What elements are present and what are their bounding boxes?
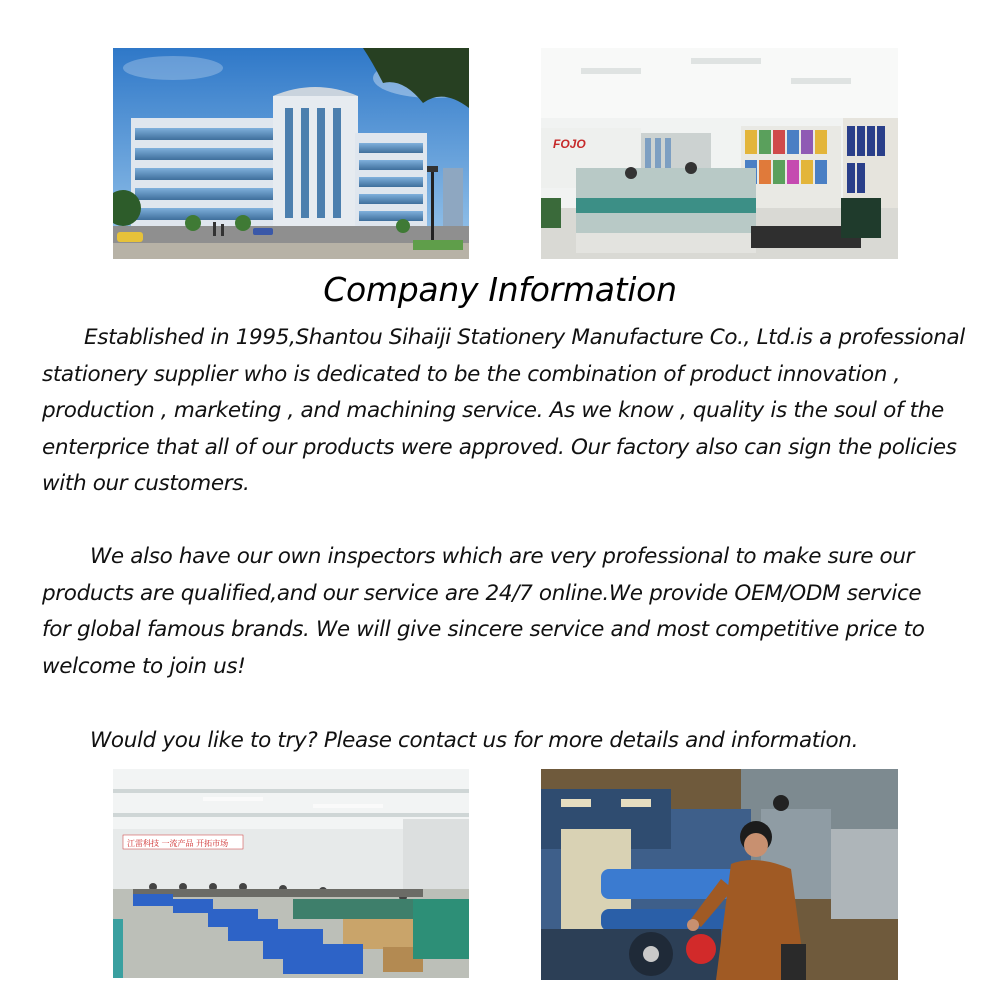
company-building-photo [113,48,469,259]
paragraph-line: Established in 1995,Shantou Sihaiji Stationery Manufacture Co., Ltd.is a professional [84,325,965,350]
paragraph-line: Would you like to try? Please contact us for more details and information. [90,728,859,753]
office-showroom-photo [541,48,898,259]
paragraph-line: enterprice that all of our products were approved. Our factory also can sign the policies [42,434,957,460]
paragraph-line: with our customers. [42,471,250,496]
service-paragraph [42,539,977,685]
paragraph-line: stationery supplier who is dedicated to be the combination of product innovation , [42,361,901,387]
fojo-sign: FOJO [553,137,586,151]
paragraph-line: for global famous brands. We will give sincere service and most competitive price to [42,617,925,642]
paragraph-line: welcome to join us! [42,653,246,679]
workshop-banner: 江雷科技 一流产品 开拓市场 [127,839,229,848]
workshop-photo [113,769,469,978]
contact-paragraph [42,723,977,760]
paragraph-line: products are qualified,and our service are 24/7 online.We provide OEM/ODM service [42,580,922,606]
paragraph-line: We also have our own inspectors which are very professional to make sure our [90,544,915,569]
page-title: Company Information [323,270,677,309]
paragraph-line: production , marketing , and machining service. As we know , quality is the soul of the [42,398,944,423]
intro-paragraph [42,320,977,503]
machine-operator-photo [541,769,898,980]
